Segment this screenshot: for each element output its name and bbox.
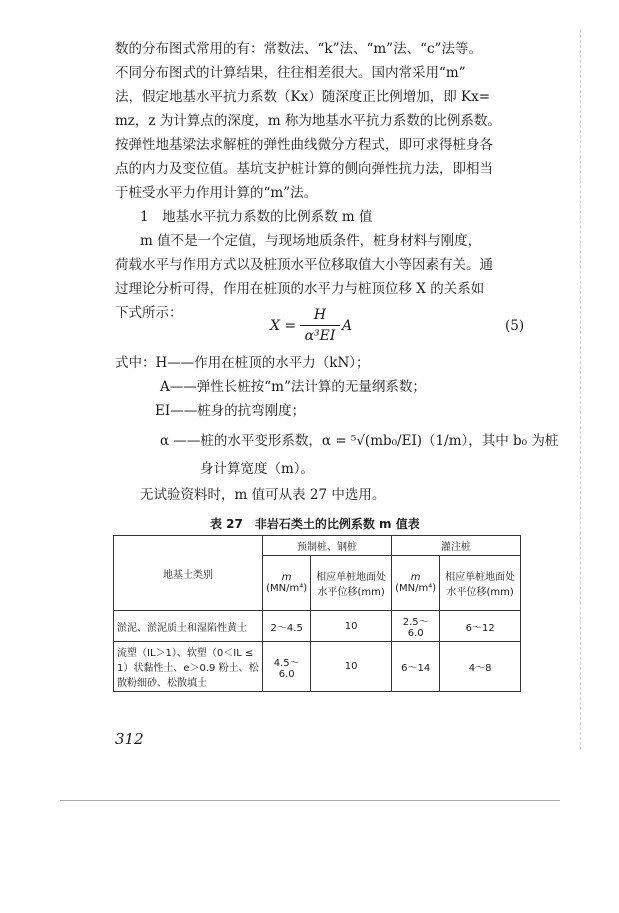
formula-numerator: H [313,307,327,323]
cell-m2: 6～14 [391,642,439,692]
symbol-EI: EI——桩身的抗弯刚度； [155,403,306,419]
formula-suffix: A [342,318,353,334]
text-line-7: 于桩受水平力作用计算的“m”法。 [115,185,318,201]
header-m-label: m [410,572,421,583]
symbol-alpha-cont: 身计算宽度（m）。 [200,461,315,477]
header-disp-2: 相应单桩地面处水平位移(mm) [440,556,521,611]
m-value-table [113,535,521,692]
cell-d2: 6～12 [440,611,521,642]
formula [270,306,460,350]
formula-lhs: X = [270,318,297,334]
header-group2: 灌注桩 [391,536,520,556]
text-line-3: 法，假定地基水平抗力系数（Kx）随深度正比例增加，即 Kx= [115,89,490,105]
cell-m1: 4.5～6.0 [263,642,311,692]
symbol-H: 式中：H——作用在桩顶的水平力（kN）； [115,355,370,371]
fraction-bar [300,325,340,326]
cell-soil: 淤泥、淤泥质土和湿陷性黄土 [114,611,263,642]
header-m-2 [391,556,439,611]
table-note: 无试验资料时，m 值可从表 27 中选用。 [140,487,386,503]
equation-number: (5) [505,318,525,334]
page-number: 312 [115,730,144,748]
para2-line-2: 荷载水平与作用方式以及桩顶水平位移取值大小等因素有关。通 [115,257,493,273]
table-row [114,642,521,692]
header-m-unit: (MN/m⁴) [266,583,308,594]
table-header-row-1 [114,536,521,556]
text-line-6: 点的内力及变位值。基坑支护桩计算的侧向弹性抗力法，即相当 [115,161,493,177]
table-caption: 表 27 非岩石类土的比例系数 m 值表 [210,517,420,531]
text-line-1: 数的分布图式常用的有：常数法、“k”法、“m”法、“c”法等。 [115,41,482,57]
formula-denominator: α³EI [304,328,336,344]
cell-d1: 10 [311,642,392,692]
header-m-unit: (MN/m⁴) [395,583,437,594]
cell-soil: 流塑（IL＞1）、软塑（0＜IL ≤ 1）状黏性土、e＞0.9 粉土、松散粉细砂、松散填土 [114,642,263,692]
cell-m1: 2～4.5 [263,611,311,642]
cell-d2: 4～8 [440,642,521,692]
symbol-A: A——弹性长桩按“m”法计算的无量纲系数； [160,379,426,395]
text-line-5: 按弹性地基梁法求解桩的弹性曲线微分方程式，即可求得桩身各 [115,137,493,153]
footer-rule [60,800,560,801]
text-line-4: mz，z 为计算点的深度，m 称为地基水平抗力系数的比例系数。 [115,113,501,129]
header-group1: 预制桩、钢桩 [263,536,392,556]
section-heading: 1 地基水平抗力系数的比例系数 m 值 [140,209,373,225]
symbol-alpha: α ——桩的水平变形系数，α = ⁵√(mb₀/EI)（1/m），其中 b₀ 为桩 [160,433,559,449]
table-row [114,611,521,642]
para2-line-4: 下式所示： [115,305,183,321]
header-disp-1: 相应单桩地面处水平位移(mm) [311,556,392,611]
para2-line-3: 过理论分析可得，作用在桩顶的水平力与桩顶位移 X 的关系如 [115,281,485,297]
cell-d1: 10 [311,611,392,642]
header-m-label: m [281,572,292,583]
header-m-1 [263,556,311,611]
text-line-2: 不同分布图式的计算结果，往往相差很大。国内常采用“m” [115,65,466,81]
para2-line-1: m 值不是一个定值，与现场地质条件，桩身材料与刚度， [140,233,482,249]
formula-fraction [300,306,340,345]
cell-m2: 2.5～6.0 [391,611,439,642]
header-soil: 地基土类别 [114,536,263,611]
scan-edge-line [580,30,582,750]
